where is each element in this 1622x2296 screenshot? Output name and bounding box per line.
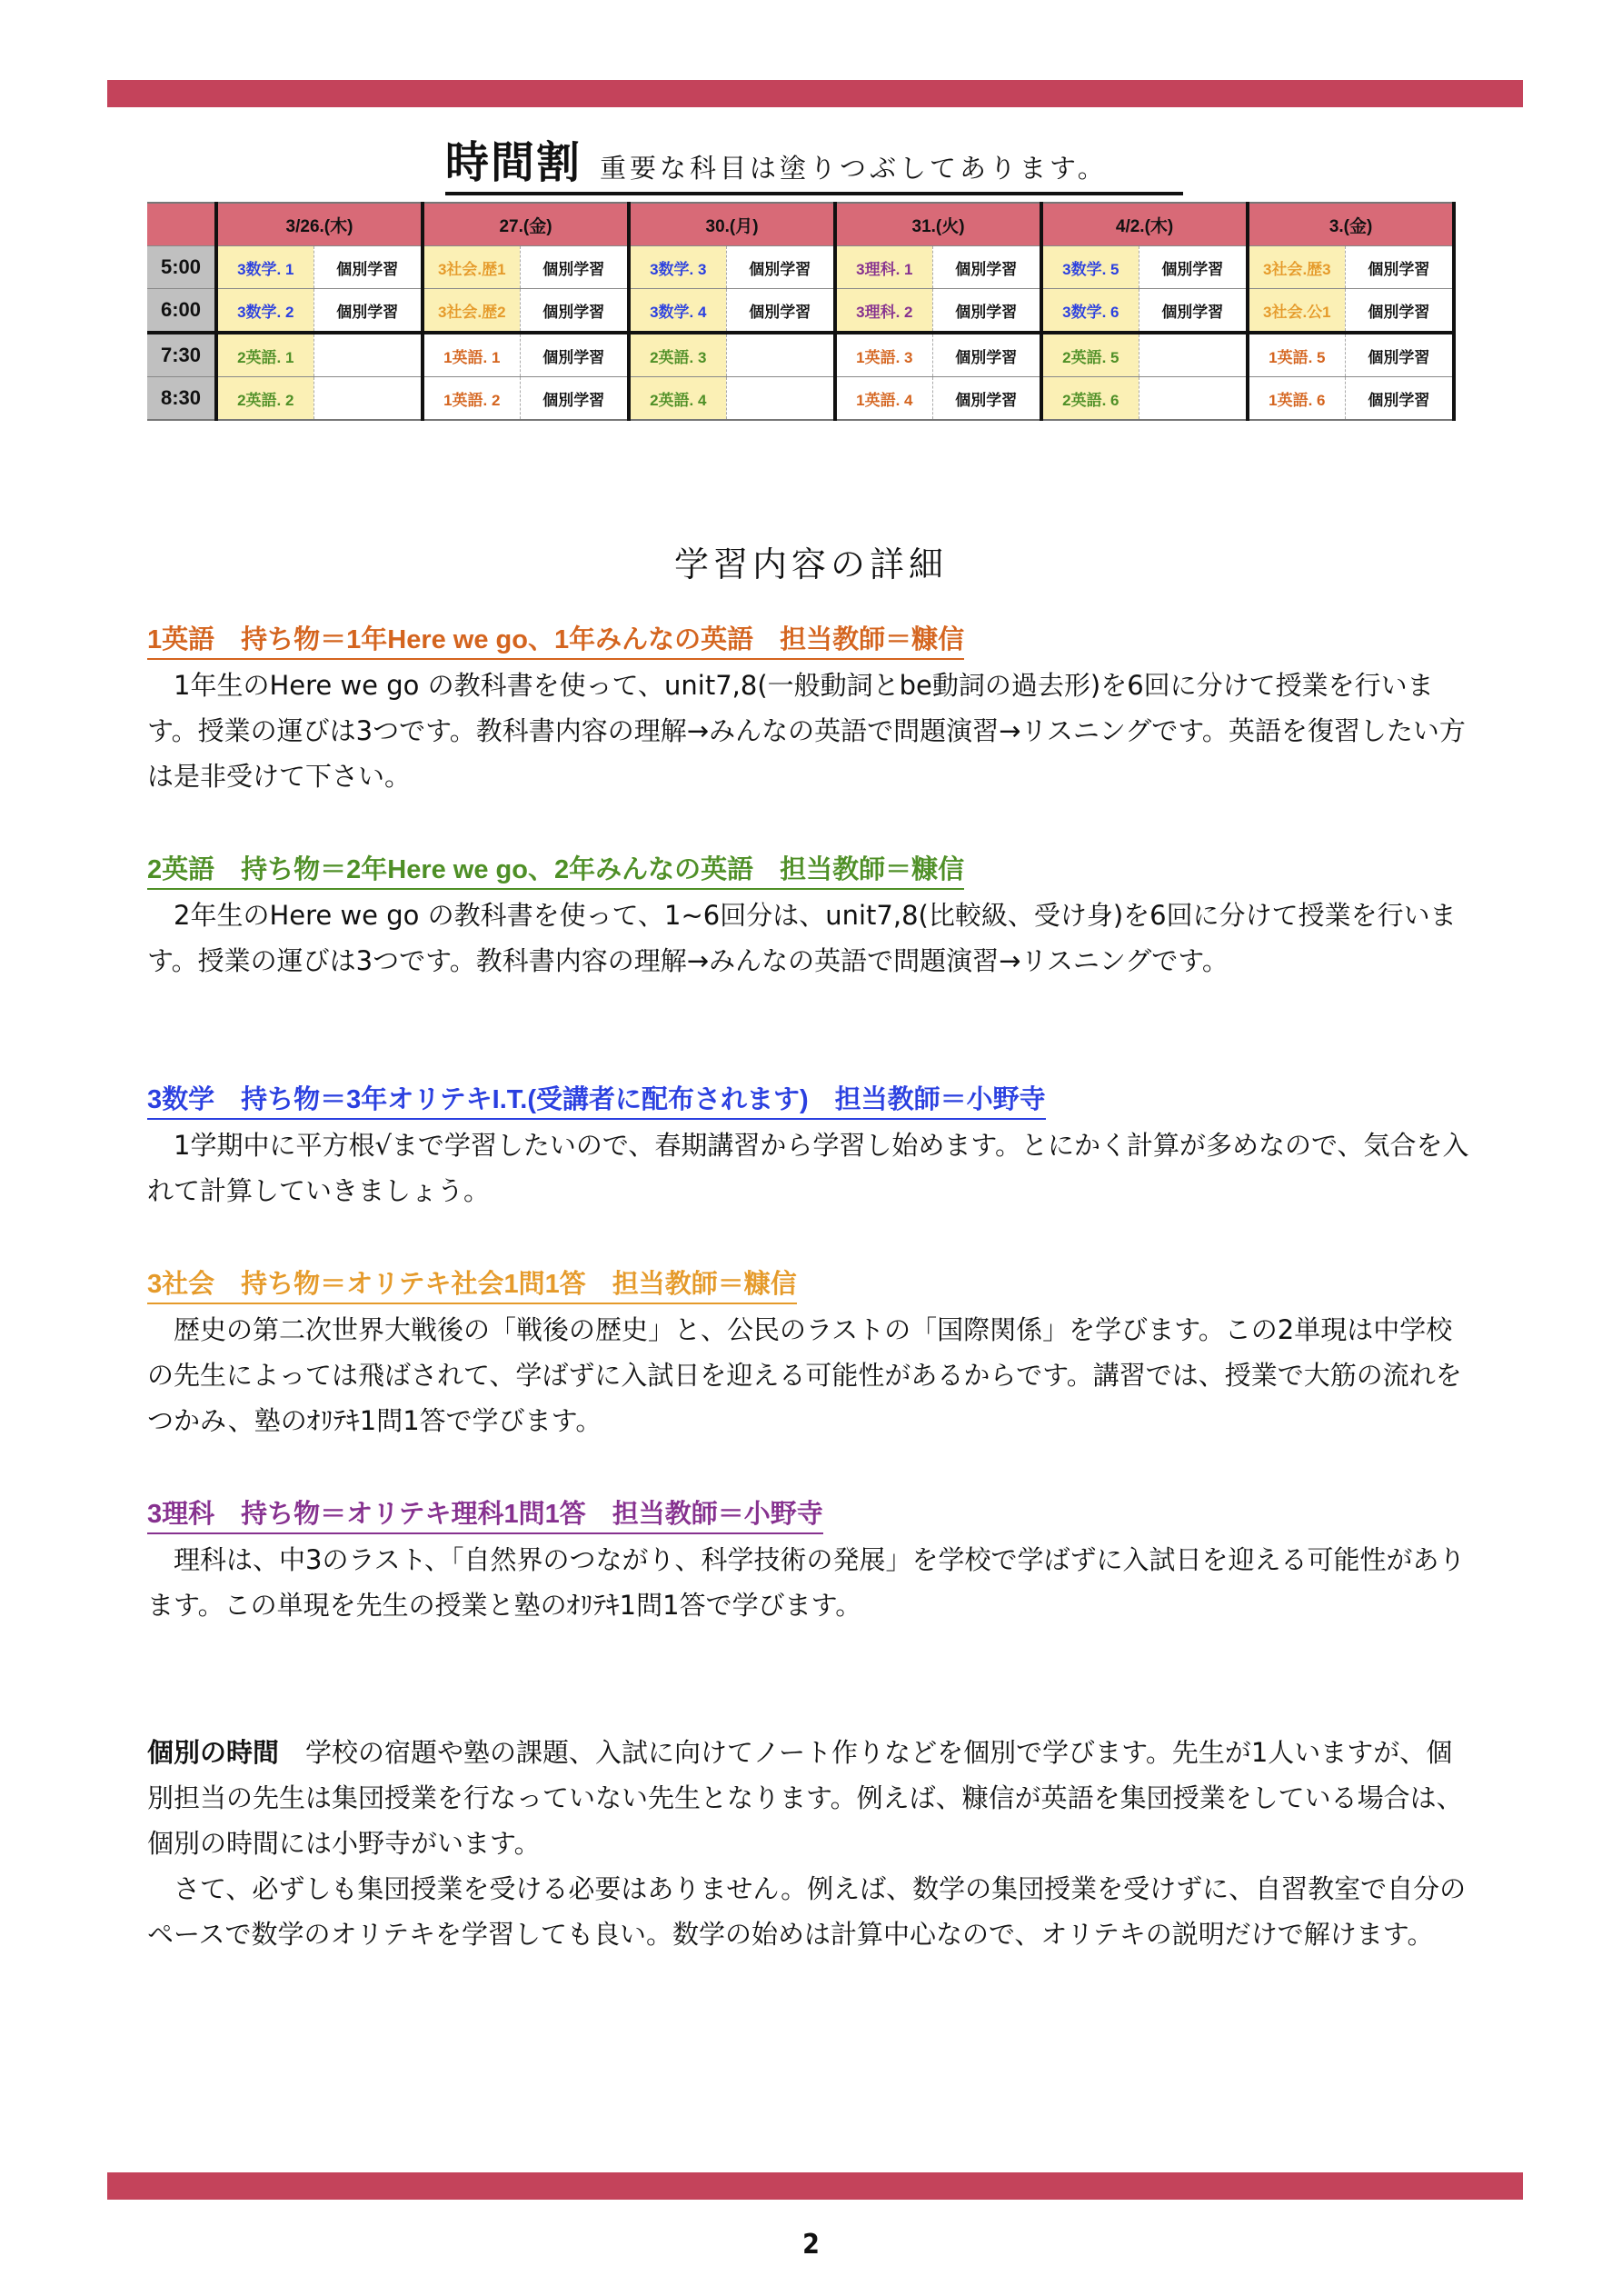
individual-study-cell: 個別学習	[932, 333, 1041, 377]
subject-cell: 3理科. 2	[835, 289, 932, 334]
subject-cell: 3数学. 1	[216, 246, 313, 289]
time-slot: 6:00	[147, 289, 216, 334]
individual-study-cell	[726, 333, 835, 377]
individual-study-cell: 個別学習	[520, 377, 629, 421]
subject-cell: 1英語. 3	[835, 333, 932, 377]
individual-paragraph-1	[147, 1730, 1474, 1866]
timetable-row	[147, 377, 1454, 421]
timetable-row	[147, 246, 1454, 289]
individual-body-2: さて、必ずしも集団授業を受ける必要はありません。例えば、数学の集団授業を受けずに、自習教室で自分のペースで数学のオリテキを学習しても良い。数学の始めは計算中心なので、オリテキの説明だけで解けます。	[147, 1873, 1467, 1950]
subject-cell: 3数学. 4	[629, 289, 726, 334]
time-slot: 8:30	[147, 377, 216, 421]
section-heading: 3社会 持ち物＝オリテキ社会1問1答 担当教師＝糠信	[147, 1266, 797, 1304]
subject-cell: 3社会.歴1	[423, 246, 520, 289]
individual-study-cell: 個別学習	[520, 333, 629, 377]
subject-cell: 3理科. 1	[835, 246, 932, 289]
section-heading: 3理科 持ち物＝オリテキ理科1問1答 担当教師＝小野寺	[147, 1496, 823, 1534]
subject-cell: 1英語. 4	[835, 377, 932, 421]
day-header: 30.(月)	[629, 203, 835, 246]
subject-cell: 1英語. 2	[423, 377, 520, 421]
subject-cell: 3数学. 5	[1041, 246, 1139, 289]
section-science	[147, 1496, 1474, 1628]
timetable-subtitle: 重要な科目は塗りつぶしてあります。	[600, 153, 1108, 184]
subject-cell: 1英語. 6	[1248, 377, 1345, 421]
individual-study-cell	[313, 333, 423, 377]
day-header: 31.(火)	[835, 203, 1041, 246]
section-individual	[147, 1727, 1474, 1957]
day-header: 3.(金)	[1248, 203, 1454, 246]
day-header: 27.(金)	[423, 203, 629, 246]
bottom-decorative-bar	[107, 2172, 1523, 2200]
timetable-header-row	[147, 203, 1454, 246]
individual-study-cell: 個別学習	[313, 289, 423, 334]
timetable-title	[445, 127, 1183, 195]
individual-study-cell	[313, 377, 423, 421]
section-body: 2年生のHere we go の教科書を使って、1~6回分は、unit7,8(比較級、受け身)を6回に分けて授業を行います。授業の運びは3つです。教科書内容の理解→みんなの英語で問題演習→リスニングです。	[147, 900, 1457, 976]
time-column-header	[147, 203, 216, 246]
day-header: 3/26.(木)	[216, 203, 423, 246]
details-title: 学習内容の詳細	[673, 544, 948, 584]
section-body: 1年生のHere we go の教科書を使って、unit7,8(一般動詞とbe動詞の過去形)を6回に分けて授業を行います。授業の運びは3つです。教科書内容の理解→みんなの英語で問題演習→リスニングです。英語を復習したい方は是非受けて下さい。	[147, 670, 1466, 792]
subject-cell: 3数学. 2	[216, 289, 313, 334]
subject-cell: 2英語. 6	[1041, 377, 1139, 421]
time-slot: 7:30	[147, 333, 216, 377]
individual-study-cell	[1139, 377, 1248, 421]
subject-cell: 3数学. 6	[1041, 289, 1139, 334]
subject-cell: 1英語. 5	[1248, 333, 1345, 377]
section-heading: 2英語 持ち物＝2年Here we go、2年みんなの英語 担当教師＝糠信	[147, 852, 964, 890]
day-header: 4/2.(木)	[1041, 203, 1248, 246]
subject-cell: 1英語. 1	[423, 333, 520, 377]
individual-study-cell	[726, 377, 835, 421]
section-eng1	[147, 622, 1474, 799]
individual-heading: 個別の時間	[147, 1737, 280, 1768]
individual-study-cell: 個別学習	[726, 246, 835, 289]
section-body: 1学期中に平方根√まで学習したいので、春期講習から学習し始めます。とにかく計算が多めなので、気合を入れて計算していきましょう。	[147, 1130, 1469, 1206]
section-body: 歴史の第二次世界大戦後の「戦後の歴史」と、公民のラストの「国際関係」を学びます。この2単現は中学校の先生によっては飛ばされて、学ばずに入試日を迎える可能性があるからです。講習では、授業で大筋の流れをつかみ、塾のｵﾘﾃｷ1問1答で学びます。	[147, 1314, 1462, 1436]
individual-body-1: 学校の宿題や塾の課題、入試に向けてノート作りなどを個別で学びます。先生が1人いますが、個別担当の先生は集団授業を行なっていない先生となります。例えば、糠信が英語を集団授業をしている場合は、個別の時間には小野寺がいます。	[147, 1737, 1463, 1859]
individual-study-cell: 個別学習	[520, 289, 629, 334]
individual-study-cell: 個別学習	[1139, 246, 1248, 289]
subject-cell: 2英語. 1	[216, 333, 313, 377]
subject-cell: 3社会.歴3	[1248, 246, 1345, 289]
timetable-title-main: 時間割	[445, 137, 582, 188]
subject-cell: 3社会.歴2	[423, 289, 520, 334]
individual-study-cell: 個別学習	[313, 246, 423, 289]
individual-study-cell: 個別学習	[726, 289, 835, 334]
section-heading: 1英語 持ち物＝1年Here we go、1年みんなの英語 担当教師＝糠信	[147, 622, 964, 660]
subject-cell: 2英語. 3	[629, 333, 726, 377]
subject-cell: 2英語. 4	[629, 377, 726, 421]
individual-study-cell: 個別学習	[932, 289, 1041, 334]
individual-study-cell: 個別学習	[1345, 246, 1454, 289]
individual-study-cell: 個別学習	[932, 377, 1041, 421]
top-decorative-bar	[107, 80, 1523, 107]
individual-study-cell: 個別学習	[1345, 377, 1454, 421]
subject-cell: 3数学. 3	[629, 246, 726, 289]
timetable	[147, 202, 1456, 421]
subject-cell: 2英語. 2	[216, 377, 313, 421]
section-body: 理科は、中3のラスト、「自然界のつながり、科学技術の発展」を学校で学ばずに入試日を迎える可能性があります。この単現を先生の授業と塾のｵﾘﾃｷ1問1答で学びます。	[147, 1544, 1466, 1621]
time-slot: 5:00	[147, 246, 216, 289]
section-math	[147, 1082, 1474, 1213]
section-eng2	[147, 852, 1474, 983]
individual-study-cell: 個別学習	[520, 246, 629, 289]
subject-cell: 3社会.公1	[1248, 289, 1345, 334]
individual-study-cell: 個別学習	[1345, 333, 1454, 377]
subject-cell: 2英語. 5	[1041, 333, 1139, 377]
page-number: 2	[802, 2229, 820, 2261]
individual-study-cell	[1139, 333, 1248, 377]
individual-study-cell: 個別学習	[1345, 289, 1454, 334]
section-social	[147, 1266, 1474, 1443]
section-heading: 3数学 持ち物＝3年オリテキI.T.(受講者に配布されます) 担当教師＝小野寺	[147, 1082, 1046, 1120]
timetable-row	[147, 289, 1454, 334]
timetable-row	[147, 333, 1454, 377]
individual-study-cell: 個別学習	[932, 246, 1041, 289]
individual-study-cell: 個別学習	[1139, 289, 1248, 334]
